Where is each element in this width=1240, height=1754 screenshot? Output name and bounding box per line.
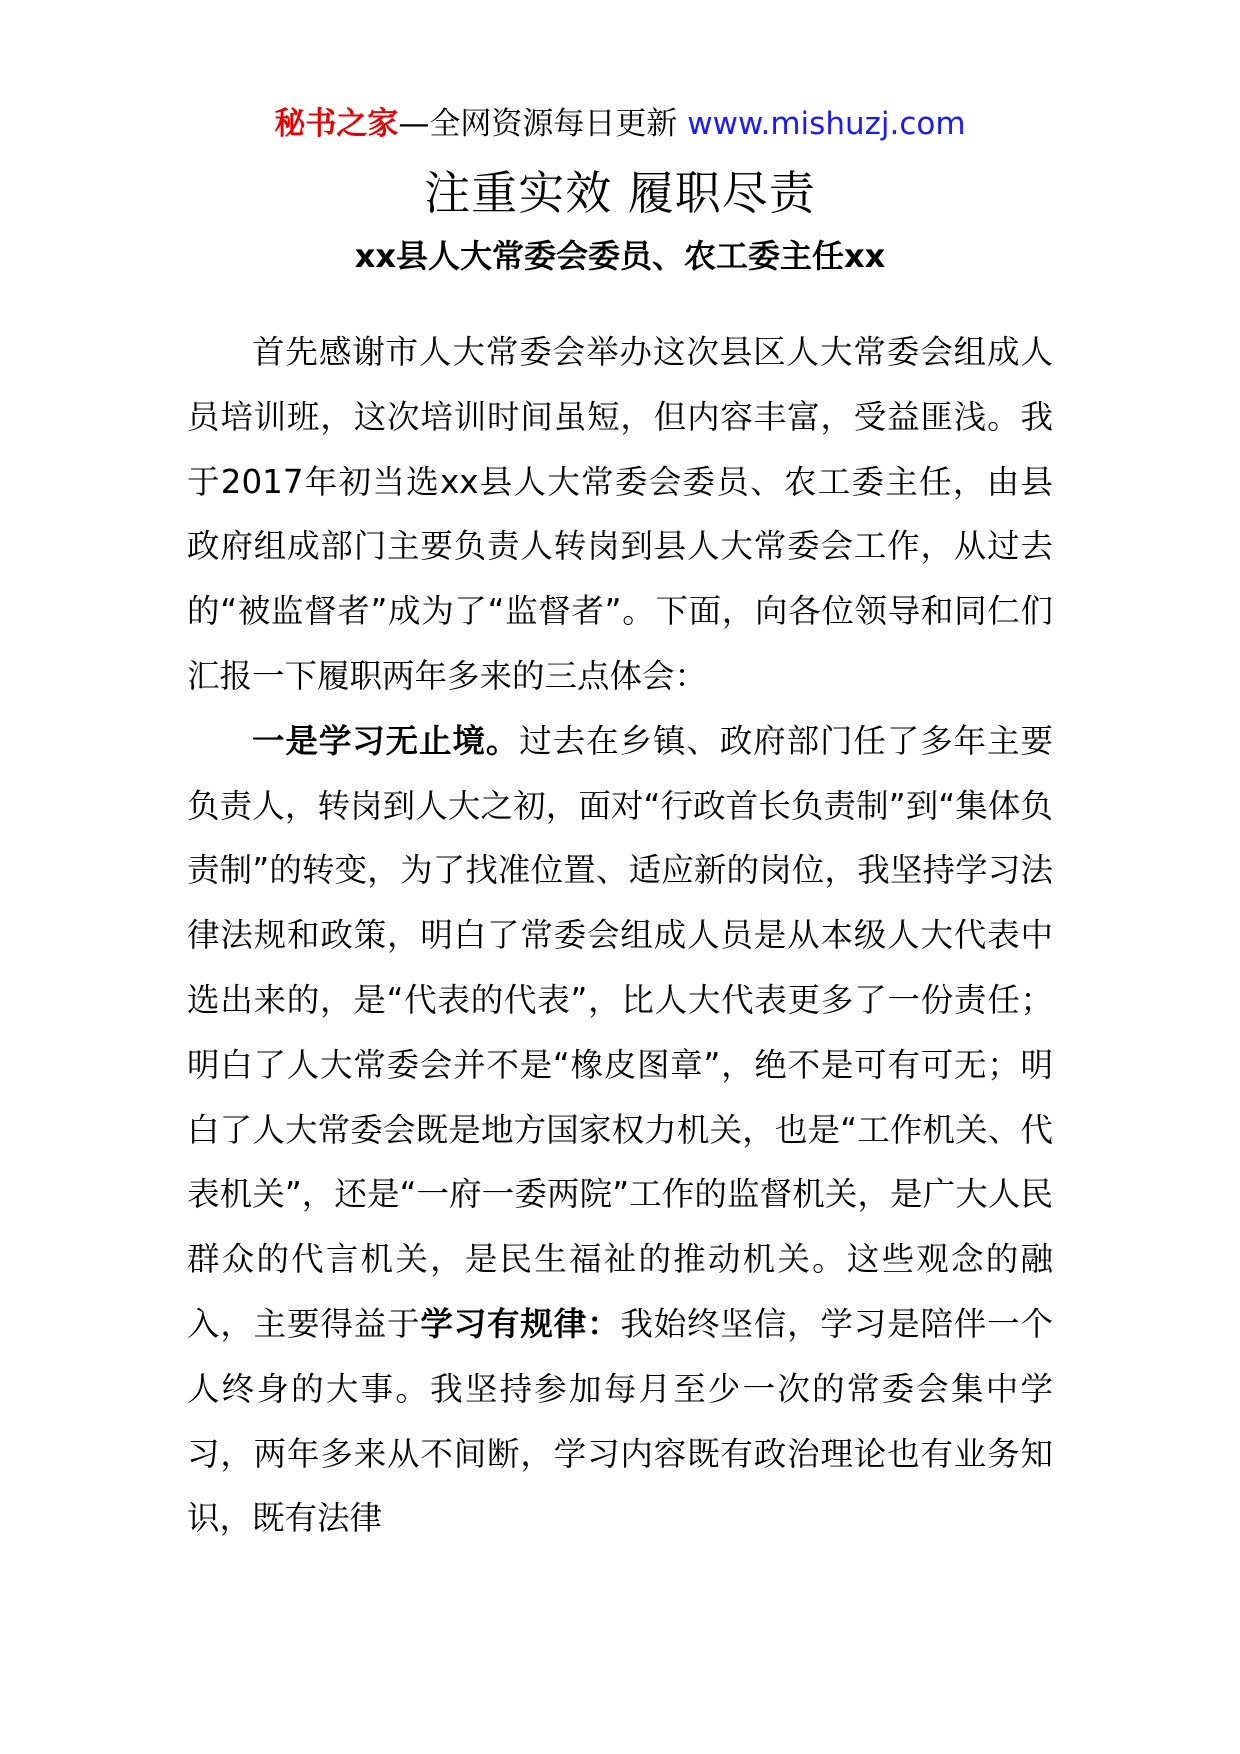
header-tagline: —全网资源每日更新 — [398, 106, 678, 142]
site-url-link[interactable]: www.mishuzj.com — [687, 106, 966, 142]
paragraph-learning-text: 过去在乡镇、政府部门任了多年主要负责人，转岗到人大之初，面对“行政首长负责制”到“集体负责制”的转变，为了找准位置、适应新的岗位，我坚持学习法律法规和政策，明白了常委会组成人员是从本级人大代表中选出来的，是“代表的代表”，比人大代表更多了一份责任；明白了人大常委会并不是“橡皮图章”，绝不是可有可无；明白了人大常委会既是地方国家权力机关，也是“工作机关、代表机关”，还是“一府一委两院”工作的监督机关，是广大人民群众的代言机关，是民生福祉的推动机关。这些观念的融入，主要得益于 — [187, 721, 1053, 1343]
paragraph-intro: 首先感谢市人大常委会举办这次县区人大常委会组成人员培训班，这次培训时间虽短，但内容丰富，受益匪浅。我于2017年初当选xx县人大常委会委员、农工委主任，由县政府组成部门主要负责人转岗到县人大常委会工作，从过去的“被监督者”成为了“监督者”。下面，向各位领导和同仁们汇报一下履职两年多来的三点体会： — [187, 333, 1053, 695]
document-body — [187, 320, 1053, 1551]
brand-name: 秘书之家 — [274, 106, 399, 142]
paragraph-inline-heading: 学习有规律： — [420, 1304, 621, 1343]
paragraph-learning — [187, 709, 1053, 1551]
document-subtitle: xx县人大常委会委员、农工委主任xx — [354, 237, 886, 275]
paragraph-lead-heading: 一是学习无止境。 — [252, 721, 520, 760]
site-header — [0, 104, 1240, 144]
paragraph-learning-tail: 我始终坚信，学习是陪伴一个人终身的大事。我坚持参加每月至少一次的常委会集中学习，两年多来从不间断，学习内容既有政治理论也有业务知识，既有法律 — [187, 1304, 1053, 1538]
document-title: 注重实效 履职尽责 — [424, 166, 816, 220]
